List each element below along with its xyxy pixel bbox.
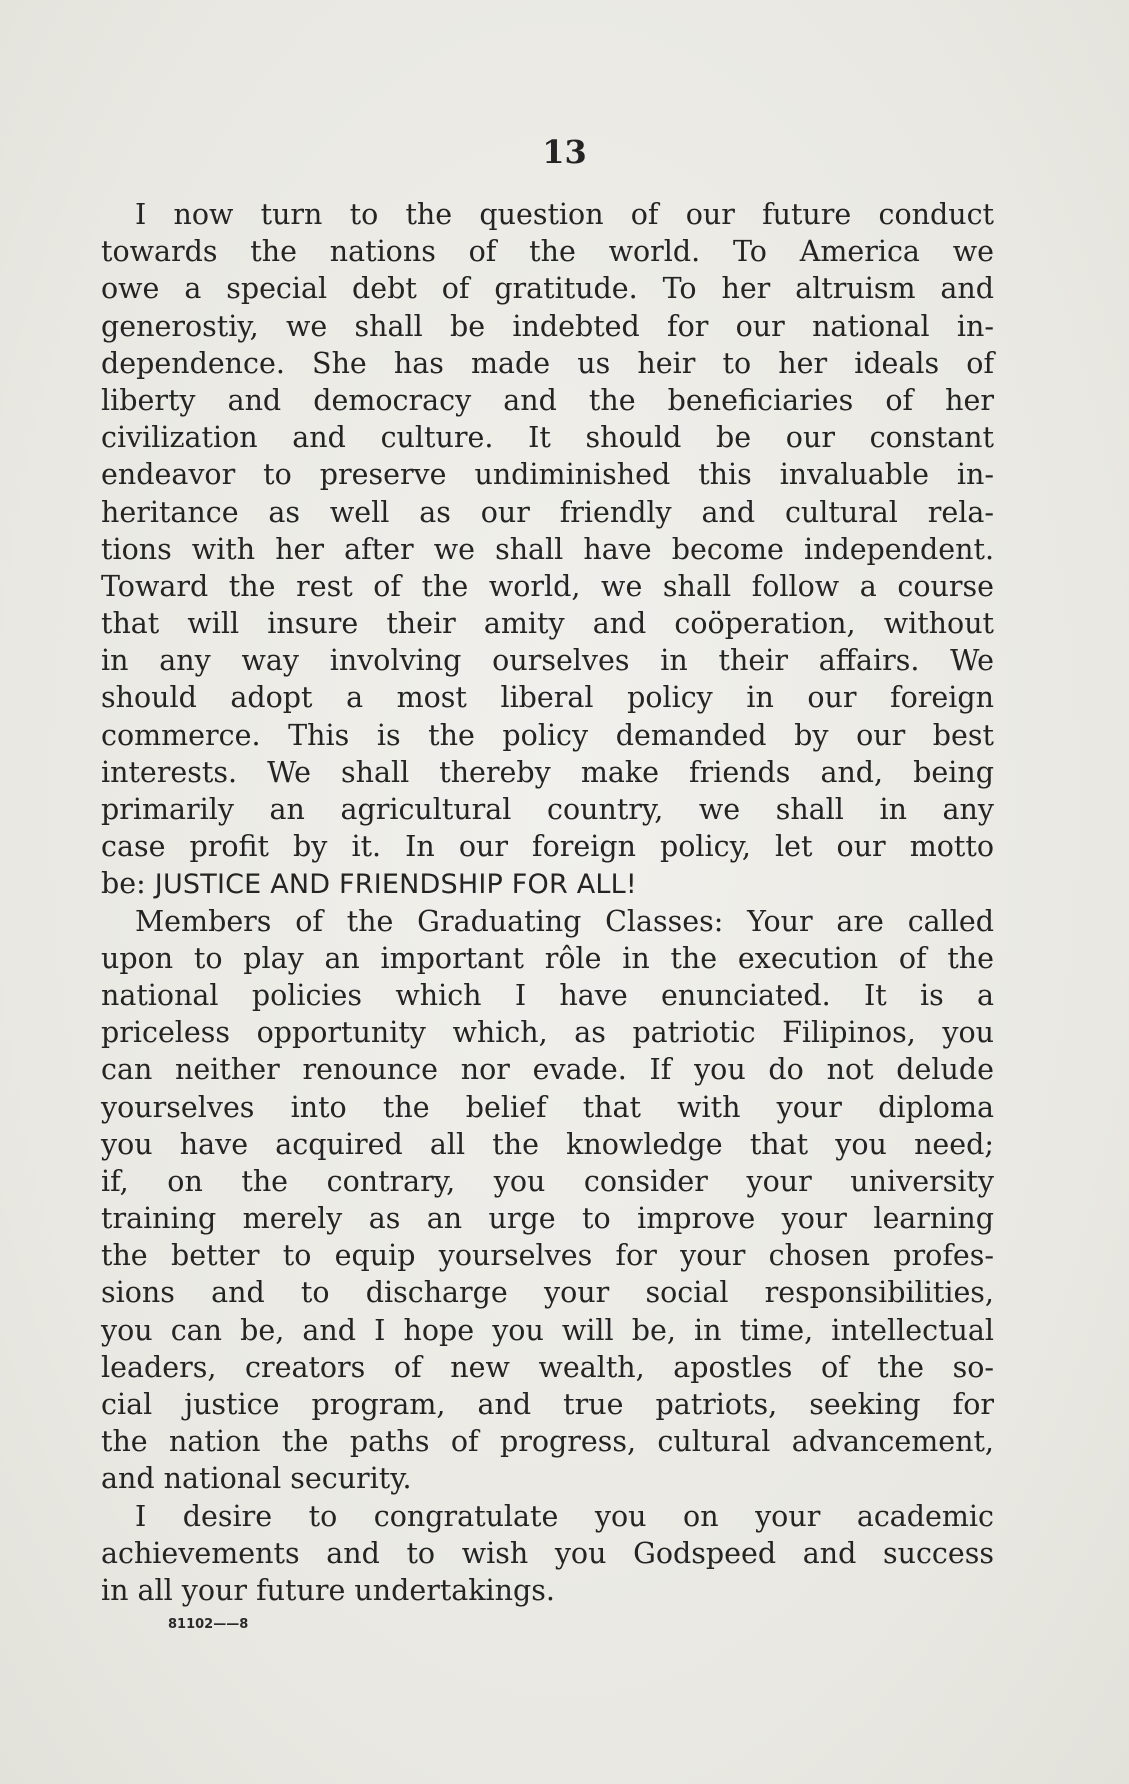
text-line: endeavor to preserve undiminished this invaluable in- [101,458,994,492]
text-line: cial justice program, and true patriots, seeking for [101,1388,994,1421]
motto-line [101,865,994,902]
text-line: generostiy, we shall be indebted for our national in- [101,309,994,343]
text-line: the nation the paths of progress, cultural advancement, [101,1425,994,1459]
text-line: Toward the rest of the world, we shall follow a course [101,569,994,603]
paragraph-congratulations [101,1498,994,1610]
text-line: if, on the contrary, you consider your university [101,1164,994,1198]
text-line: tions with her after we shall have become independent. [101,532,994,566]
text-line: commerce. This is the policy demanded by our best [101,718,994,752]
text-line: heritance as well as our friendly and cultural rela- [101,495,994,529]
text-line: Members of the Graduating Classes: Your are called [135,904,994,938]
text-line: upon to play an important rôle in the execution of the [101,941,994,975]
text-line: yourselves into the belief that with your diploma [101,1090,994,1124]
text-line: in all your future undertakings. [101,1573,555,1607]
text-line: interests. We shall thereby make friends and, being [101,755,994,789]
text-line: that will insure their amity and coöperation, without [101,607,994,641]
text-line: and national security. [101,1462,412,1496]
text-line: should adopt a most liberal policy in our foreign [101,681,994,715]
text-line: the better to equip yourselves for your chosen profes- [101,1239,994,1273]
text-line: I desire to congratulate you on your academic [135,1499,994,1533]
text-line: owe a special debt of gratitude. To her altruism and [101,272,994,306]
text-line: liberty and democracy and the beneficiaries of her [101,383,994,417]
text-line: achievements and to wish you Godspeed and success [101,1536,994,1570]
paragraph-graduating-classes [101,903,994,1498]
text-line: towards the nations of the world. To America we [101,235,994,269]
text-line: national policies which I have enunciated. It is a [101,978,994,1012]
text-line: you have acquired all the knowledge that you need; [101,1127,994,1161]
text-line: sions and to discharge your social responsibilities, [101,1276,994,1310]
text-line: dependence. She has made us heir to her ideals of [101,346,994,380]
text-line: in any way involving ourselves in their affairs. We [101,644,994,678]
page-number: 13 [542,133,587,171]
text-line: case profit by it. In our foreign policy, let our motto [101,830,994,864]
text-line: priceless opportunity which, as patriotic Filipinos, you [101,1016,994,1050]
motto-lead: be: [101,867,155,901]
text-line: I now turn to the question of our future conduct [135,198,994,231]
text-line: civilization and culture. It should be our constant [101,421,994,455]
paragraph-foreign-policy [101,196,994,903]
text-line: you can be, and I hope you will be, in time, intellectual [101,1313,994,1347]
printer-code: 81102——8 [168,1617,249,1632]
motto-text: JUSTICE AND FRIENDSHIP FOR ALL! [154,869,637,901]
text-line: training merely as an urge to improve your learning [101,1202,994,1236]
text-line: leaders, creators of new wealth, apostles of the so- [101,1350,994,1384]
body-text [101,196,994,1609]
text-line: can neither renounce nor evade. If you do not delude [101,1053,994,1087]
text-line: primarily an agricultural country, we shall in any [101,793,994,826]
